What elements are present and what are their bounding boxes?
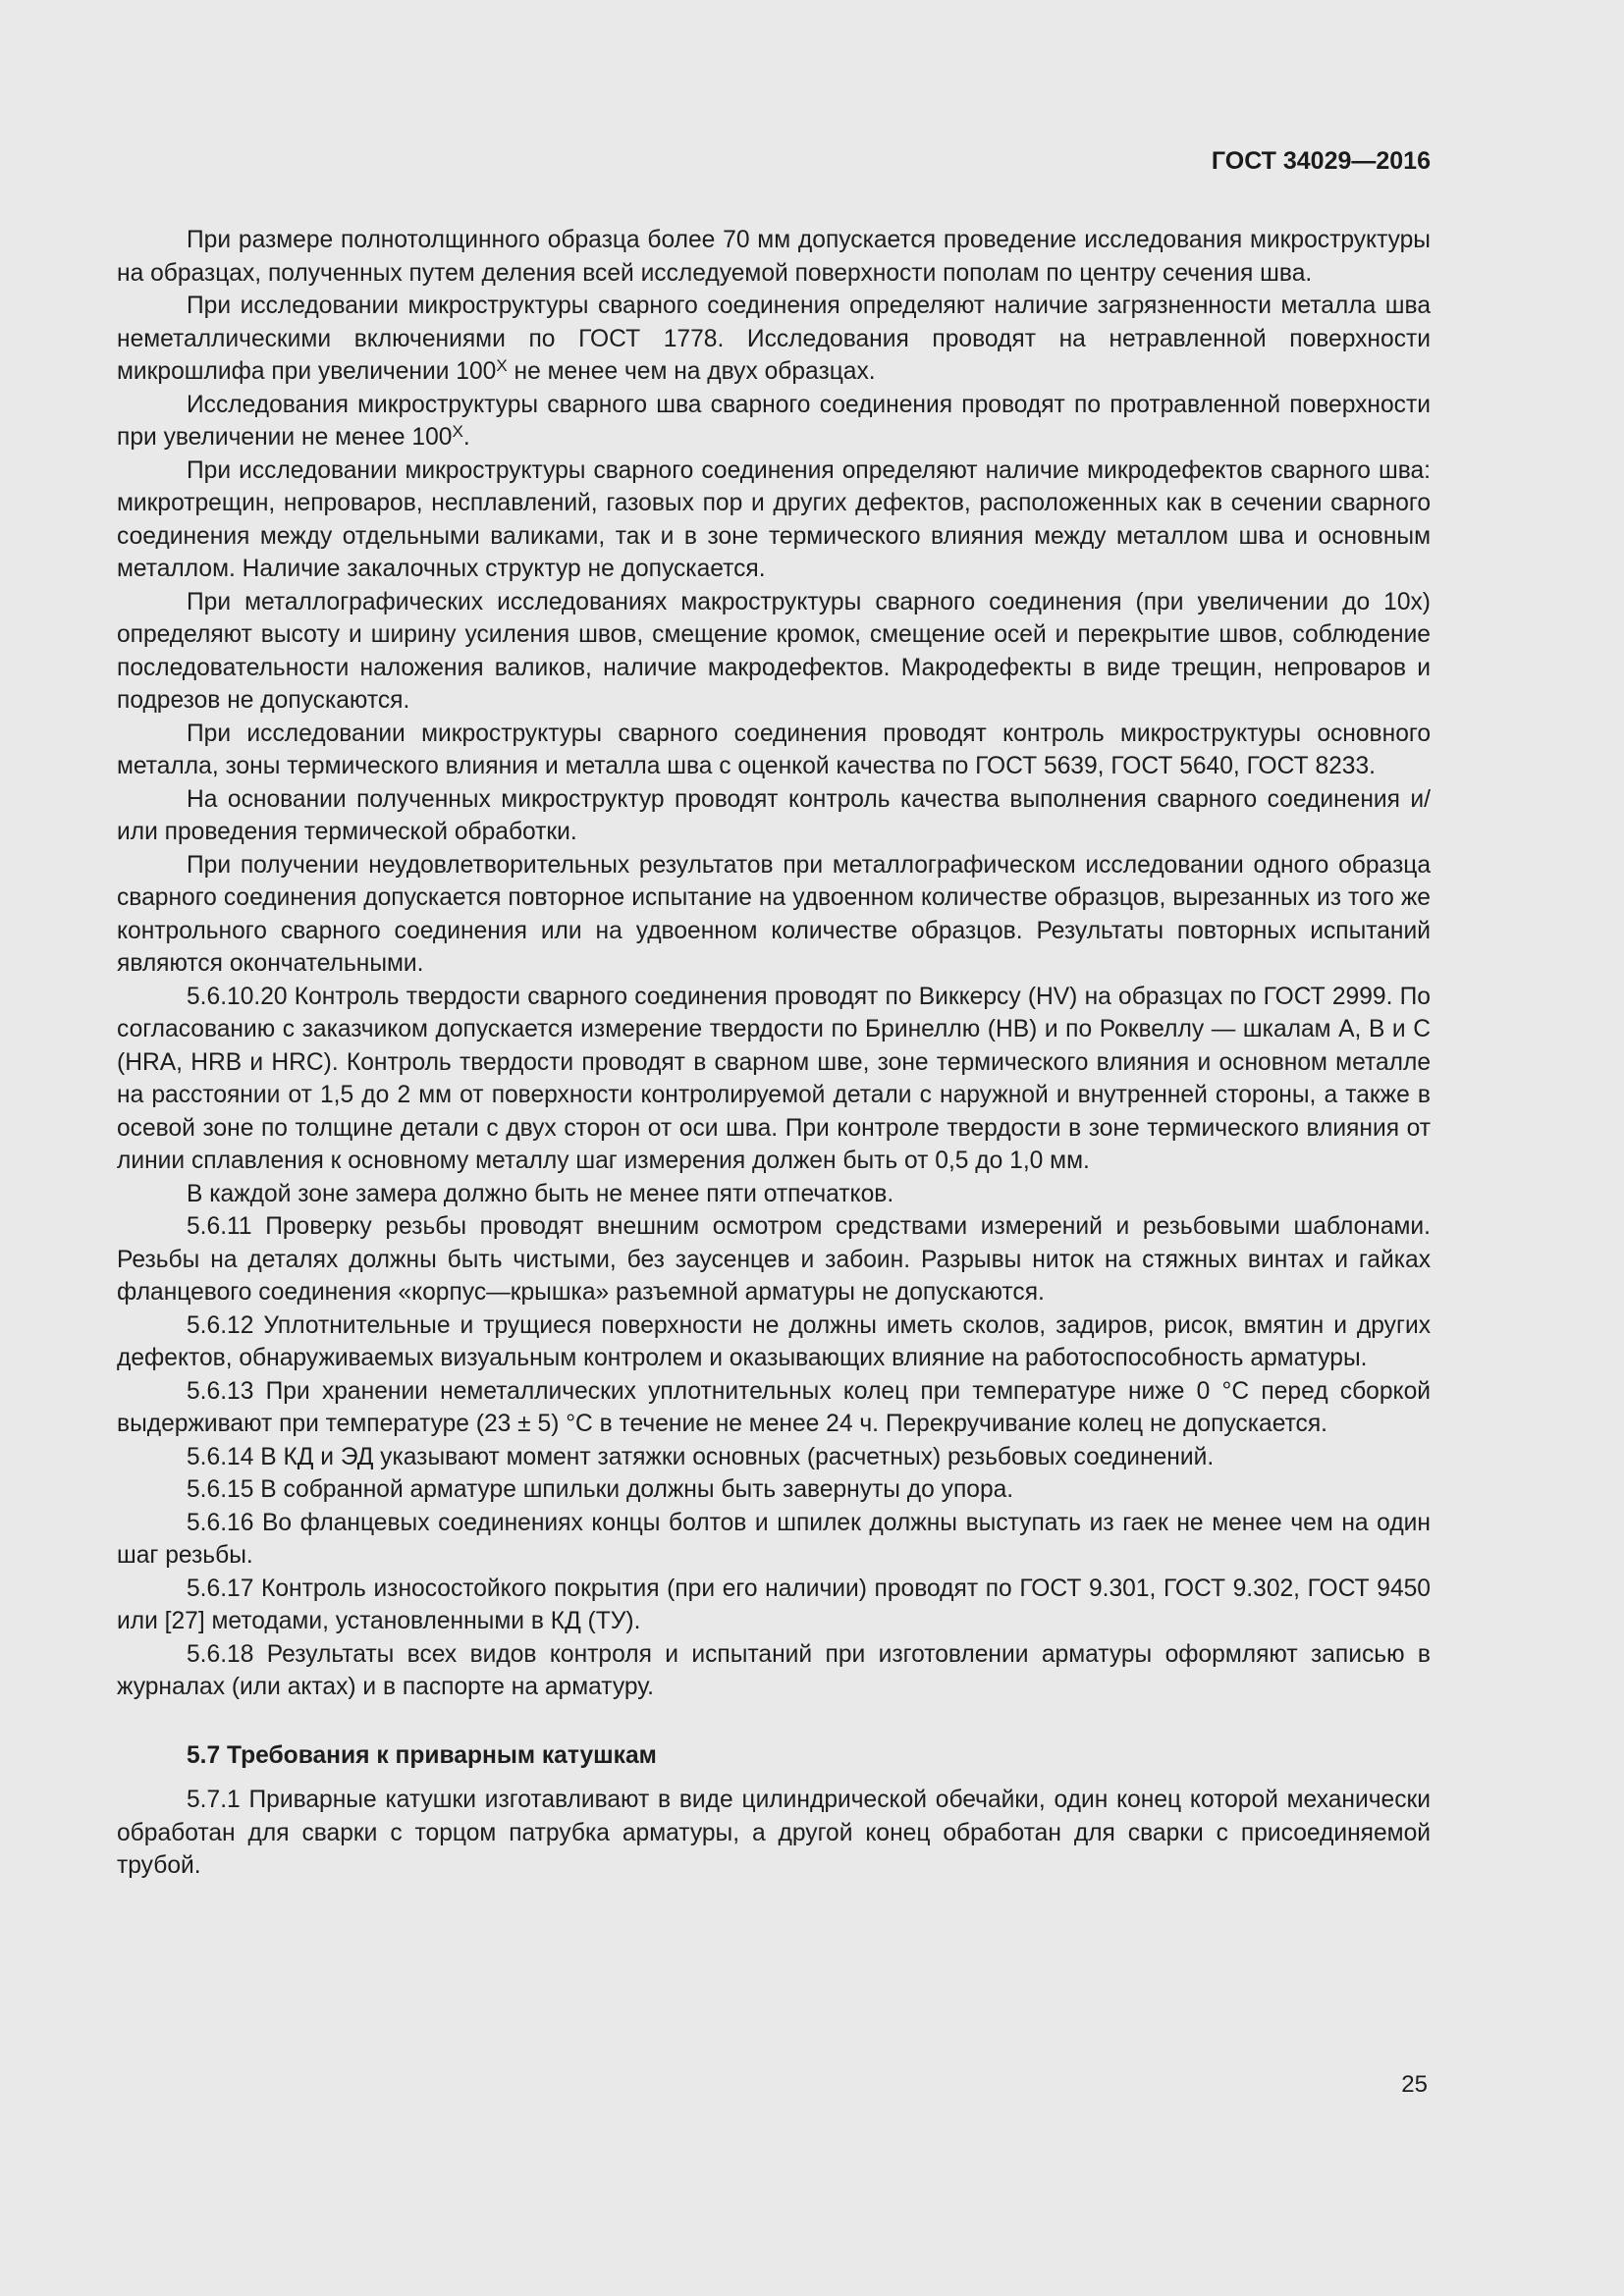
paragraph-3-text: Исследования микроструктуры сварного шва сварного соединения проводят по протравленной поверхности при увеличении не менее 100 <box>117 391 1431 451</box>
clause-5-6-18: 5.6.18 Результаты всех видов контроля и испытаний при изготовлении арматуры оформляют записью в журналах (или актах) и в паспорте на арматуру. <box>117 1640 1431 1700</box>
clause-5-6-13: 5.6.13 При хранении неметаллических уплотнительных колец при температуре ниже 0 °С перед сборкой выдерживают при температуре (23 ± 5) °С в течение не менее 24 ч. Перекручивание колец не допускается. <box>117 1377 1431 1437</box>
paragraph-1: При размере полнотолщинного образца более 70 мм допускается проведение исследования микроструктуры на образцах, полученных путем деления всей исследуемой поверхности пополам по центру сечения шва. <box>117 227 1431 287</box>
magnification-superscript: X <box>496 356 508 375</box>
paragraph-5: При металлографических исследованиях макроструктуры сварного соединения (при увеличении до 10x) определяют высоту и ширину усиления швов, смещение кромок, смещение осей и перекрытие швов, соблюдение последовательности наложения валиков, наличие макродефектов. Макродефекты в виде трещин, непроваров и подрезов не допускаются. <box>117 588 1431 714</box>
clause-5-6-16: 5.6.16 Во фланцевых соединениях концы болтов и шпилек должны выступать из гаек не менее чем на один шаг резьбы. <box>117 1509 1431 1569</box>
clause-5-6-10-20: 5.6.10.20 Контроль твердости сварного соединения проводят по Виккерсу (HV) на образцах по ГОСТ 2999. По согласованию с заказчиком допускается измерение твердости по Бринеллю (НВ) и по Роквеллу — шкалам А, В и С (HRA, HRB и HRC). Контроль твердости проводят в сварном шве, зоне термического влияния и основном металле на расстоянии от 1,5 до 2 мм от поверхности контролируемой детали с наружной и внутренней стороны, а также в осевой зоне по толщине детали с двух сторон от оси шва. При контроле твердости в зоне термического влияния от линии сплавления к основному металлу шаг измерения должен быть от 0,5 до 1,0 мм. <box>117 983 1431 1174</box>
clause-5-6-17: 5.6.17 Контроль износостойкого покрытия (при его наличии) проводят по ГОСТ 9.301, ГОСТ 9.302, ГОСТ 9450 или [27] методами, установленными в КД (ТУ). <box>117 1575 1431 1634</box>
paragraph-6: При исследовании микроструктуры сварного соединения проводят контроль микроструктуры основного металла, зоны термического влияния и металла шва с оценкой качества по ГОСТ 5639, ГОСТ 5640, ГОСТ 8233. <box>117 720 1431 779</box>
page-number: 25 <box>1401 2071 1428 2098</box>
clause-5-6-12: 5.6.12 Уплотнительные и трущиеся поверхности не должны иметь сколов, задиров, рисок, вмятин и других дефектов, обнаруживаемых визуальным контролем и оказывающих влияние на работоспособность арматуры. <box>117 1311 1431 1371</box>
paragraph-2 <box>117 290 1431 389</box>
standard-designation: ГОСТ 34029—2016 <box>1211 147 1431 175</box>
paragraph-7: На основании полученных микроструктур проводят контроль качества выполнения сварного соединения и/или проведения термической обработки. <box>117 785 1431 845</box>
document-body <box>117 224 1431 1883</box>
paragraph-2-text: При исследовании микроструктуры сварного соединения определяют наличие загрязненности металла шва неметаллическими включениями по ГОСТ 1778. Исследования проводят на нетравленной поверхности микрошлифа при увеличении 100 <box>117 293 1431 385</box>
clause-5-6-14: 5.6.14 В КД и ЭД указывают момент затяжки основных (расчетных) резьбовых соединений. <box>187 1443 1215 1470</box>
paragraph-4: При исследовании микроструктуры сварного соединения определяют наличие микродефектов сварного шва: микротрещин, непроваров, несплавлений, газовых пор и других дефектов, расположенных как в сечении сварного соединения между отдельными валиками, так и в зоне термического влияния между металлом шва и основным металлом. Наличие закалочных структур не допускается. <box>117 456 1431 582</box>
paragraph-8: При получении неудовлетворительных результатов при металлографическом исследовании одного образца сварного соединения допускается повторное испытание на удвоенном количестве образцов, вырезанных из того же контрольного сварного соединения или на удвоенном количестве образцов. Результаты повторных испытаний являются окончательными. <box>117 851 1431 977</box>
paragraph-2-tail: не менее чем на двух образцах. <box>507 358 876 385</box>
clause-5-7-1: 5.7.1 Приварные катушки изготавливают в виде цилиндрической обечайки, один конец которой механически обработан для сварки с торцом патрубка арматуры, а другой конец обработан для сварки с присоединяемой трубой. <box>117 1787 1431 1879</box>
clause-5-6-11: 5.6.11 Проверку резьбы проводят внешним осмотром средствами измерений и резьбовыми шаблонами. Резьбы на деталях должны быть чистыми, без заусенцев и забоин. Разрывы ниток на стяжных винтах и гайках фланцевого соединения «корпус—крышка» разъемной арматуры не допускаются. <box>117 1213 1431 1306</box>
paragraph-10: В каждой зоне замера должно быть не менее пяти отпечатков. <box>187 1180 894 1207</box>
clause-5-6-15: 5.6.15 В собранной арматуре шпильки должны быть завернуты до упора. <box>187 1476 1014 1503</box>
paragraph-3 <box>117 389 1431 454</box>
paragraph-3-tail: . <box>462 424 470 451</box>
magnification-superscript: X <box>452 422 463 441</box>
section-heading: 5.7 Требования к приварным катушкам <box>187 1741 657 1769</box>
